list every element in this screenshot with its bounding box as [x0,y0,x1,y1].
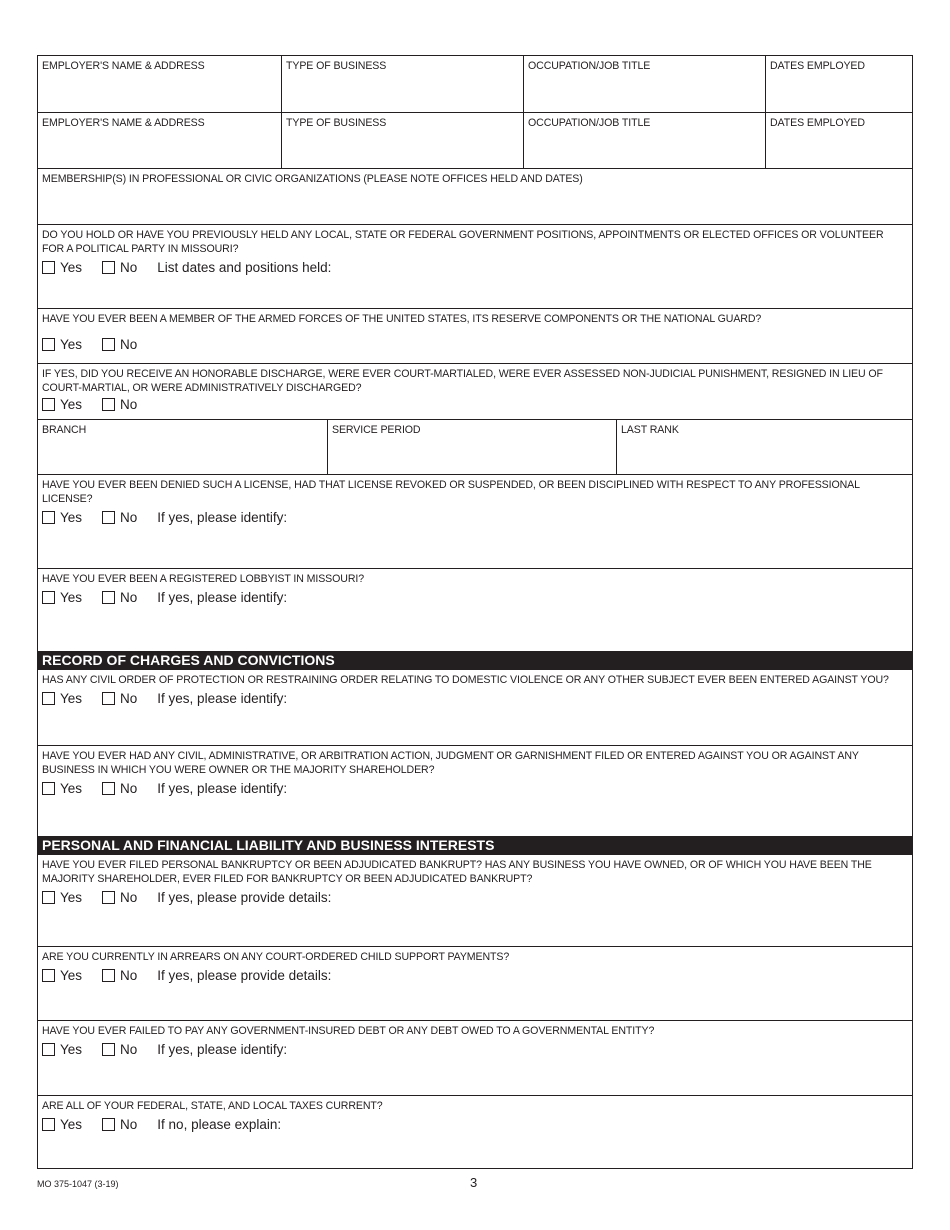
no-checkbox[interactable] [102,891,115,904]
yes-checkbox[interactable] [42,591,55,604]
yes-checkbox[interactable] [42,261,55,274]
question-text: HAVE YOU EVER FAILED TO PAY ANY GOVERNMENT-INSURED DEBT OR ANY DEBT OWED TO A GOVERNMENTAL ENTITY? [42,1025,655,1037]
yes-checkbox[interactable] [42,692,55,705]
question-taxes [38,1095,912,1168]
dates-employed-field[interactable] [765,113,912,168]
business-type-field[interactable] [281,113,523,168]
yes-option[interactable] [42,781,82,796]
yes-option[interactable] [42,1042,82,1057]
no-checkbox[interactable] [102,969,115,982]
no-checkbox[interactable] [102,692,115,705]
branch-field[interactable] [38,420,327,474]
field-label: DATES EMPLOYED [770,60,865,72]
question-text: HAVE YOU EVER BEEN A REGISTERED LOBBYIST IN MISSOURI? [42,573,365,585]
yes-checkbox[interactable] [42,1118,55,1131]
question-text: IF YES, DID YOU RECEIVE AN HONORABLE DISCHARGE, WERE EVER COURT-MARTIALED, WERE EVER ASSESSED NON-JUDICIAL PUNISHMENT, RESIGNED IN LIEU OF COURT-MARTIAL, OR WERE ADMINISTRATIVELY DISCHARGED? [42,368,883,394]
no-label: No [120,890,138,905]
question-text: ARE YOU CURRENTLY IN ARREARS ON ANY COURT-ORDERED CHILD SUPPORT PAYMENTS? [42,951,510,963]
employment-row [38,56,912,112]
yes-option[interactable] [42,890,82,905]
yes-label: Yes [60,590,83,605]
no-option[interactable] [102,337,137,352]
followup-prompt: If yes, please identify: [157,781,288,796]
yes-checkbox[interactable] [42,1043,55,1056]
followup-prompt: If yes, please identify: [157,1042,288,1057]
no-label: No [120,510,138,525]
yes-checkbox[interactable] [42,398,55,411]
yes-option[interactable] [42,691,82,706]
yes-option[interactable] [42,1117,82,1132]
no-option[interactable] [102,691,137,706]
yes-checkbox[interactable] [42,511,55,524]
field-label: DATES EMPLOYED [770,117,865,129]
yes-label: Yes [60,1042,83,1057]
no-option[interactable] [102,890,137,905]
yes-option[interactable] [42,337,82,352]
question-text: HAVE YOU EVER BEEN A MEMBER OF THE ARMED FORCES OF THE UNITED STATES, ITS RESERVE COMPONENTS OR THE NATIONAL GUARD? [42,313,762,325]
no-checkbox[interactable] [102,398,115,411]
field-label: EMPLOYER'S NAME & ADDRESS [42,117,205,129]
form-code: MO 375-1047 (3-19) [37,1179,119,1189]
no-option[interactable] [102,260,137,275]
no-checkbox[interactable] [102,511,115,524]
no-label: No [120,337,138,352]
no-checkbox[interactable] [102,782,115,795]
yes-label: Yes [60,510,83,525]
last-rank-field[interactable] [616,420,912,474]
field-label: OCCUPATION/JOB TITLE [528,60,651,72]
question-gov-positions [38,224,912,308]
section-header-charges: RECORD OF CHARGES AND CONVICTIONS [38,651,912,670]
page-number: 3 [470,1175,478,1190]
no-label: No [120,1042,138,1057]
employer-name-field[interactable] [38,56,281,112]
field-label: MEMBERSHIP(S) IN PROFESSIONAL OR CIVIC ORGANIZATIONS (PLEASE NOTE OFFICES HELD AND DATES) [42,173,583,185]
yes-label: Yes [60,890,83,905]
no-checkbox[interactable] [102,1043,115,1056]
yes-label: Yes [60,968,83,983]
yes-option[interactable] [42,968,82,983]
no-checkbox[interactable] [102,261,115,274]
no-option[interactable] [102,1042,137,1057]
yes-label: Yes [60,781,83,796]
field-label: BRANCH [42,424,87,436]
no-option[interactable] [102,510,137,525]
no-option[interactable] [102,397,137,412]
field-label: TYPE OF BUSINESS [286,60,387,72]
yes-checkbox[interactable] [42,338,55,351]
job-title-field[interactable] [523,113,765,168]
dates-employed-field[interactable] [765,56,912,112]
yes-checkbox[interactable] [42,969,55,982]
question-bankruptcy [38,855,912,946]
no-label: No [120,590,138,605]
yes-label: Yes [60,691,83,706]
followup-prompt: If yes, please provide details: [157,890,332,905]
followup-prompt: If yes, please identify: [157,510,288,525]
no-label: No [120,260,138,275]
question-protection-order [38,670,912,745]
question-license [38,474,912,568]
no-checkbox[interactable] [102,338,115,351]
question-lobbyist [38,568,912,651]
no-checkbox[interactable] [102,1118,115,1131]
question-armed-forces [38,308,912,363]
yes-option[interactable] [42,510,82,525]
yes-option[interactable] [42,397,82,412]
field-label: SERVICE PERIOD [332,424,421,436]
no-option[interactable] [102,1117,137,1132]
yes-option[interactable] [42,590,82,605]
job-title-field[interactable] [523,56,765,112]
yes-checkbox[interactable] [42,891,55,904]
section-header-financial: PERSONAL AND FINANCIAL LIABILITY AND BUSINESS INTERESTS [38,836,912,855]
no-label: No [120,1117,138,1132]
question-text: ARE ALL OF YOUR FEDERAL, STATE, AND LOCAL TAXES CURRENT? [42,1100,383,1112]
followup-prompt: If yes, please provide details: [157,968,332,983]
military-details-row [38,419,912,474]
membership-field[interactable] [38,168,912,224]
no-label: No [120,781,138,796]
field-label: EMPLOYER'S NAME & ADDRESS [42,60,205,72]
no-checkbox[interactable] [102,591,115,604]
followup-prompt: If yes, please identify: [157,590,288,605]
question-text: HAVE YOU EVER BEEN DENIED SUCH A LICENSE, HAD THAT LICENSE REVOKED OR SUSPENDED, OR BEEN DISCIPLINED WITH RESPECT TO ANY PROFESSIONAL LICENSE? [42,479,860,505]
question-civil-action [38,745,912,836]
question-text: HAVE YOU EVER FILED PERSONAL BANKRUPTCY OR BEEN ADJUDICATED BANKRUPT? HAS ANY BUSINESS YOU HAVE OWNED, OR OF WHICH YOU HAVE BEEN THE MAJORITY SHAREHOLDER, EVER FILED FOR BANKRUPTCY OR BEEN ADJUDICATED BANKRUPT? [42,859,872,885]
yes-option[interactable] [42,260,82,275]
no-label: No [120,691,138,706]
yes-label: Yes [60,260,83,275]
question-gov-debt [38,1020,912,1095]
followup-prompt: If no, please explain: [157,1117,282,1132]
no-option[interactable] [102,781,137,796]
employment-row [38,112,912,168]
business-type-field[interactable] [281,56,523,112]
field-label: LAST RANK [621,424,679,436]
no-label: No [120,968,138,983]
no-option[interactable] [102,968,137,983]
field-label: OCCUPATION/JOB TITLE [528,117,651,129]
employer-name-field[interactable] [38,113,281,168]
yes-checkbox[interactable] [42,782,55,795]
question-child-support [38,946,912,1020]
question-text: HAVE YOU EVER HAD ANY CIVIL, ADMINISTRATIVE, OR ARBITRATION ACTION, JUDGMENT OR GARNISHMENT FILED OR ENTERED AGAINST YOU OR AGAINST ANY BUSINESS IN WHICH YOU WERE OWNER OR THE MAJORITY SHAREHOLDER? [42,750,859,776]
yes-label: Yes [60,337,83,352]
followup-prompt: List dates and positions held: [157,260,332,275]
followup-prompt: If yes, please identify: [157,691,288,706]
yes-label: Yes [60,1117,83,1132]
no-option[interactable] [102,590,137,605]
yes-label: Yes [60,397,83,412]
service-period-field[interactable] [327,420,616,474]
question-text: HAS ANY CIVIL ORDER OF PROTECTION OR RESTRAINING ORDER RELATING TO DOMESTIC VIOLENCE OR ANY OTHER SUBJECT EVER BEEN ENTERED AGAINST YOU? [42,674,889,686]
no-label: No [120,397,138,412]
field-label: TYPE OF BUSINESS [286,117,387,129]
question-discharge [38,363,912,419]
application-form [37,55,913,1169]
question-text: DO YOU HOLD OR HAVE YOU PREVIOUSLY HELD ANY LOCAL, STATE OR FEDERAL GOVERNMENT POSITIONS, APPOINTMENTS OR ELECTED OFFICES OR VOLUNTEER FOR A POLITICAL PARTY IN MISSOURI? [42,229,884,255]
